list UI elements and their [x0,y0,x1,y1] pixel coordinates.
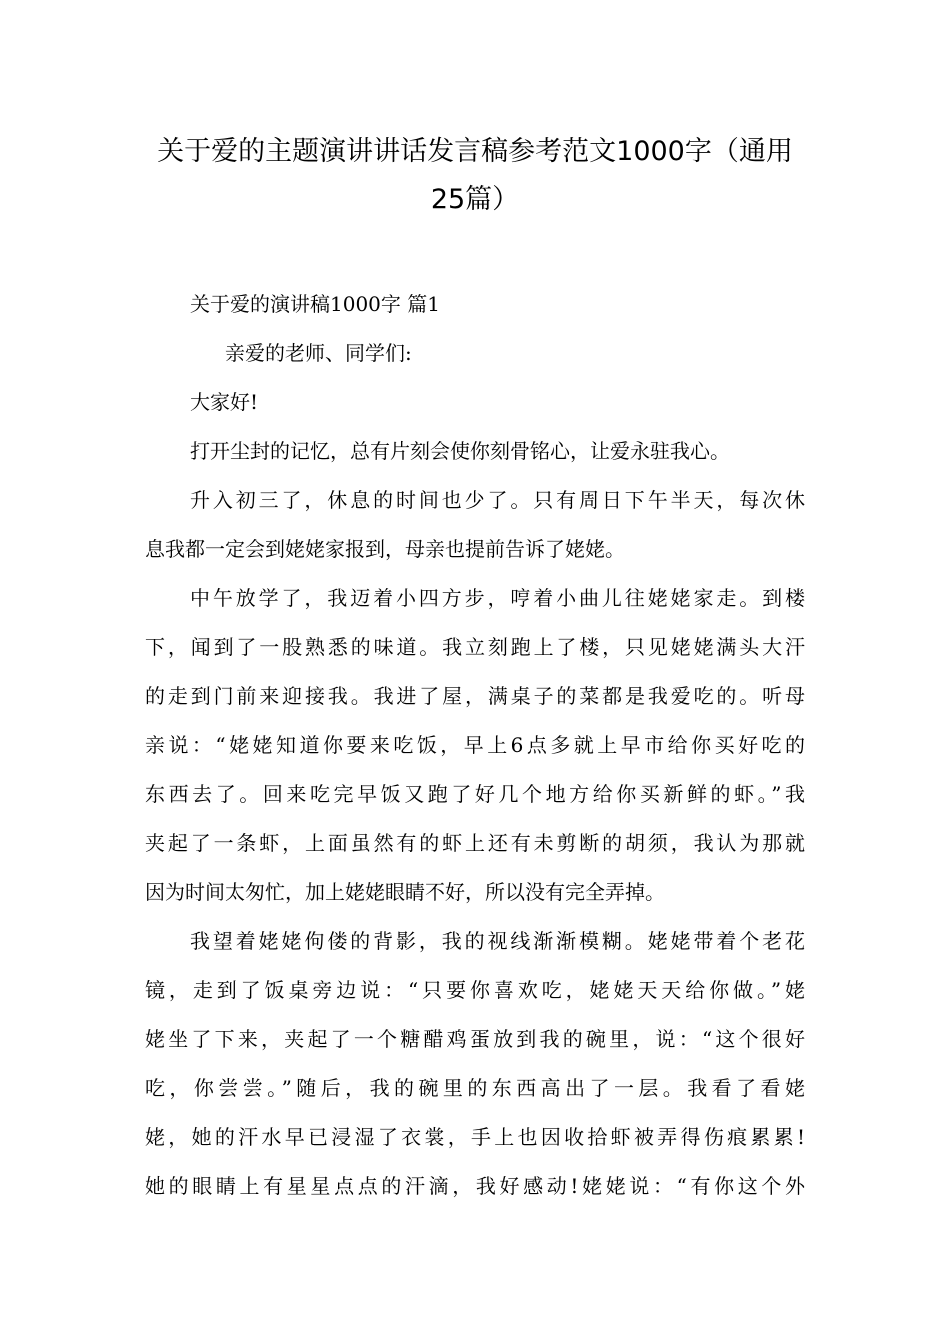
paragraph-4-line-4: 吃，你尝尝。”随后，我的碗里的东西高出了一层。我看了看姥 [145,1076,805,1100]
document-body [145,280,805,1211]
document-title [145,128,805,224]
paragraph-1-line-1: 打开尘封的记忆，总有片刻会使你刻骨铭心，让爱永驻我心。 [190,439,730,463]
paragraph-2-line-1: 升入初三了，休息的时间也少了。只有周日下午半天，每次休 [190,488,805,512]
paragraph-2-line-2: 息我都一定会到姥姥家报到，母亲也提前告诉了姥姥。 [145,537,625,561]
greeting: 大家好! [190,390,259,414]
salutation: 亲爱的老师、同学们: [225,341,412,365]
paragraph-4-line-6: 她的眼睛上有星星点点的汗滴，我好感动!姥姥说：“有你这个外 [145,1174,805,1198]
paragraph-3-line-7: 因为时间太匆忙，加上姥姥眼睛不好，所以没有完全弄掉。 [145,880,665,904]
paragraph-3-line-2: 下，闻到了一股熟悉的味道。我立刻跑上了楼，只见姥姥满头大汗 [145,635,805,659]
paragraph-3-line-1: 中午放学了，我迈着小四方步，哼着小曲儿往姥姥家走。到楼 [190,586,805,610]
paragraph-4-line-1: 我望着姥姥佝偻的背影，我的视线渐渐模糊。姥姥带着个老花 [190,929,805,953]
paragraph-3-line-4: 亲说：“姥姥知道你要来吃饭，早上6点多就上早市给你买好吃的 [145,733,805,757]
paragraph-4-line-2: 镜，走到了饭桌旁边说：“只要你喜欢吃，姥姥天天给你做。”姥 [145,978,805,1002]
section-heading: 关于爱的演讲稿1000字 篇1 [190,292,440,316]
title-line-2: 25篇） [430,184,520,215]
paragraph-3-line-6: 夹起了一条虾，上面虽然有的虾上还有未剪断的胡须，我认为那就 [145,831,805,855]
paragraph-3-line-3: 的走到门前来迎接我。我进了屋，满桌子的菜都是我爱吃的。听母 [145,684,805,708]
title-line-1: 关于爱的主题演讲讲话发言稿参考范文1000字（通用 [157,136,793,167]
paragraph-4-line-5: 姥，她的汗水早已浸湿了衣裳，手上也因收拾虾被弄得伤痕累累! [145,1125,805,1149]
paragraph-3-line-5: 东西去了。回来吃完早饭又跑了好几个地方给你买新鲜的虾。”我 [145,782,805,806]
paragraph-4-line-3: 姥坐了下来，夹起了一个糖醋鸡蛋放到我的碗里，说：“这个很好 [145,1027,805,1051]
